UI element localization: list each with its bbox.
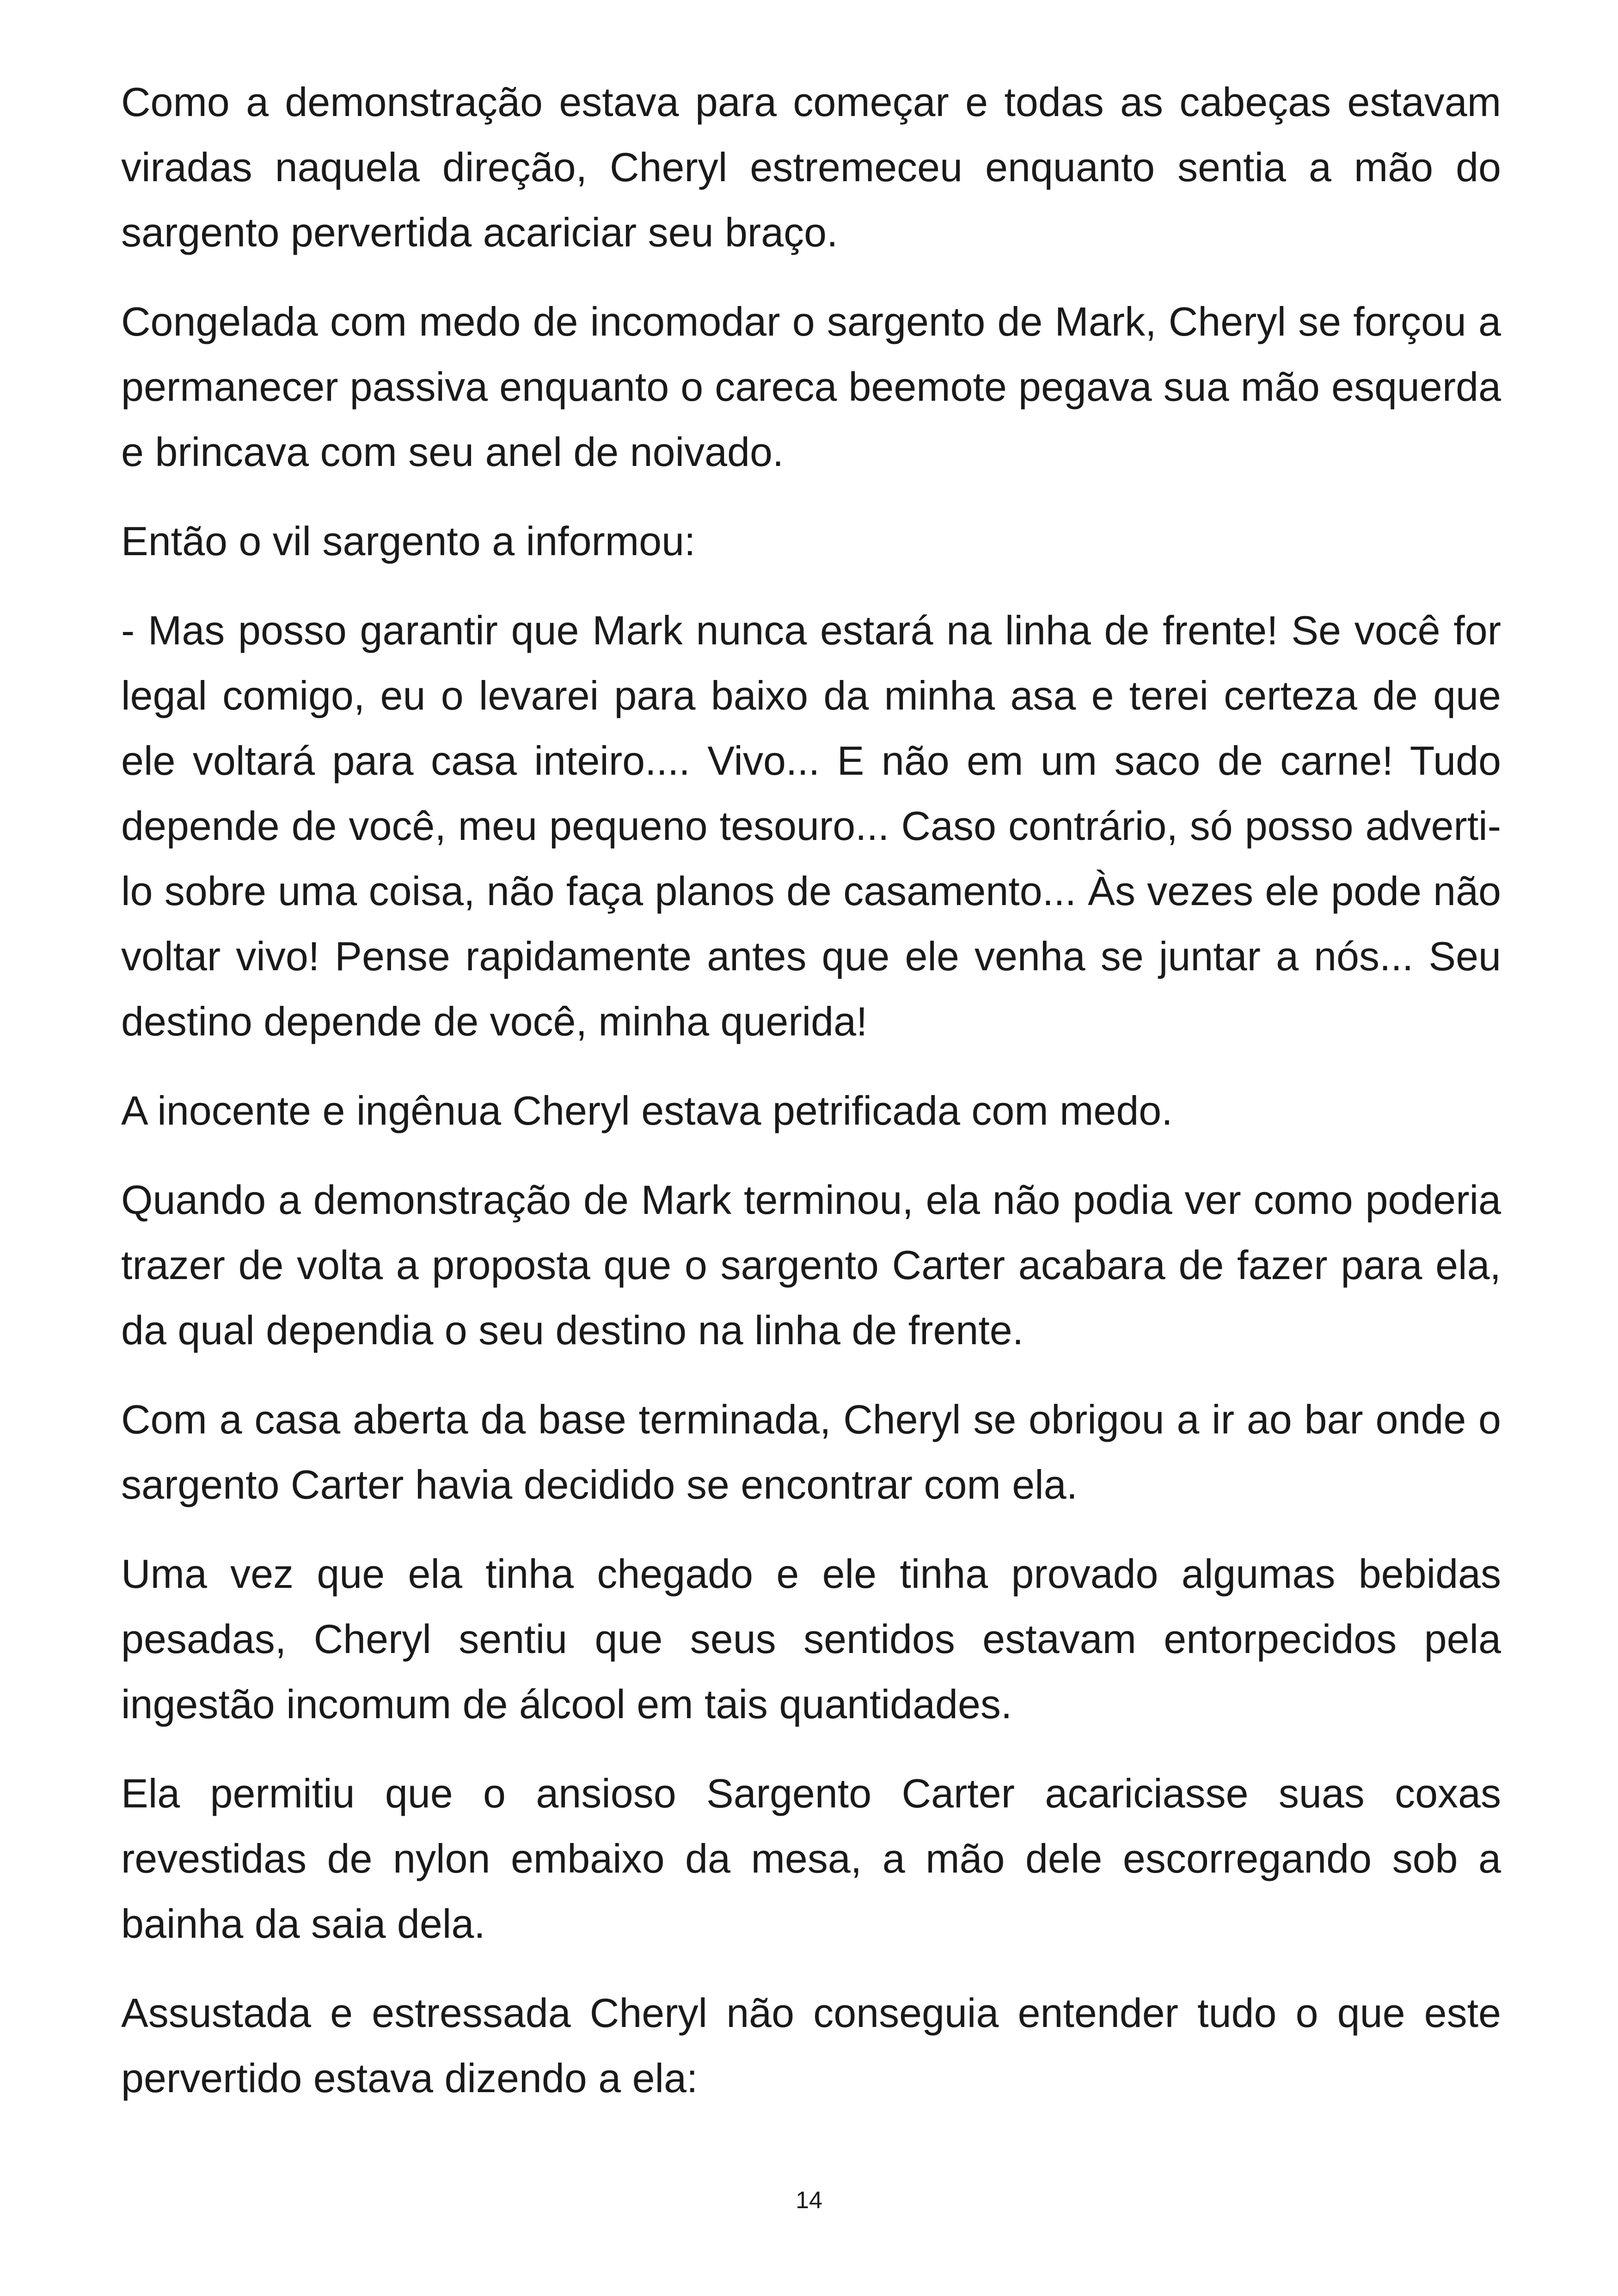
paragraph-9: Ela permitiu que o ansioso Sargento Carter acariciasse suas coxas revestidas de nylon embaixo da mesa, a mão dele escorregando sob a bainha da saia dela. [121,1770,1501,1947]
page-number: 14 [796,2187,822,2214]
paragraph-6: Quando a demonstração de Mark terminou, ela não podia ver como poderia trazer de volta a proposta que o sargento Carter acabara de fazer para ela, da qual dependia o seu destino na linha de frente. [121,1177,1501,1353]
paragraph-10: Assustada e estressada Cheryl não conseguia entender tudo o que este pervertido estava dizendo a ela: [121,1990,1501,2101]
paragraph-3: Então o vil sargento a informou: [121,518,696,564]
page-body [121,69,1501,2135]
paragraph-7: Com a casa aberta da base terminada, Cheryl se obrigou a ir ao bar onde o sargento Carter havia decidido se encontrar com ela. [121,1396,1501,1507]
paragraph-2: Congelada com medo de incomodar o sargento de Mark, Cheryl se forçou a permanecer passiva enquanto o careca beemote pegava sua mão esquerda e brincava com seu anel de noivado. [121,299,1501,475]
paragraph-1: Como a demonstração estava para começar e todas as cabeças estavam viradas naquela direção, Cheryl estremeceu enquanto sentia a mão do sargento pervertida acariciar seu braço. [121,79,1501,255]
paragraph-5: A inocente e ingênua Cheryl estava petrificada com medo. [121,1088,1173,1133]
paragraph-8: Uma vez que ela tinha chegado e ele tinha provado algumas bebidas pesadas, Cheryl sentiu que seus sentidos estavam entorpecidos pela ingestão incomum de álcool em tais quantidades. [121,1551,1501,1727]
paragraph-4: - Mas posso garantir que Mark nunca estará na linha de frente! Se você for legal comigo, eu o levarei para baixo da minha asa e terei certeza de que ele voltará para casa inteiro.... Vivo... E não em um saco de carne! Tudo depende de você, meu pequeno tesouro... Caso contrário, só posso adverti-lo sobre uma coisa, não faça planos de casamento... Às vezes ele pode não voltar vivo! Pense rapidamente antes que ele venha se juntar a nós... Seu destino depende de você, minha querida! [121,607,1501,1044]
